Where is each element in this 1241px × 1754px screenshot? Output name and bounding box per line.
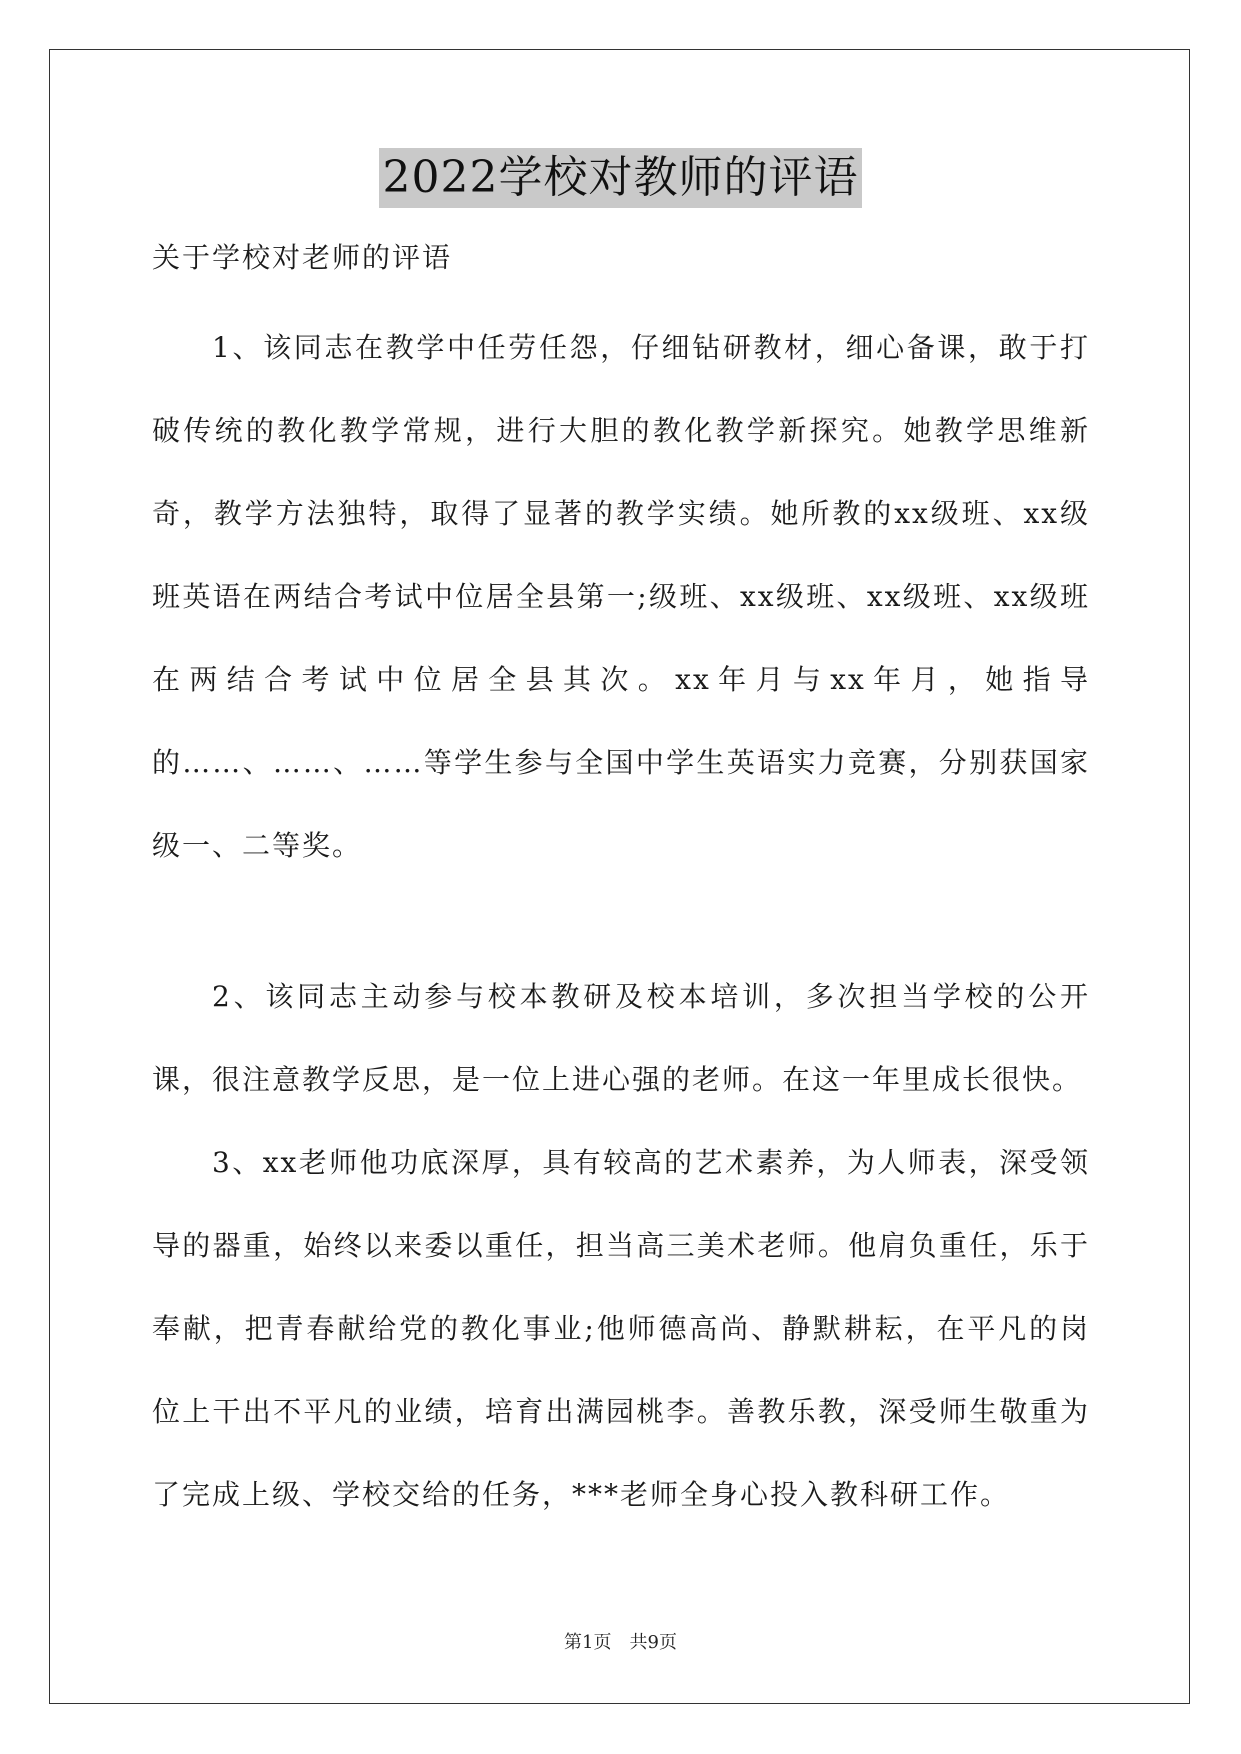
paragraph-2: 2、该同志主动参与校本教研及校本培训，多次担当学校的公开课，很注意教学反思，是一位上进心强的老师。在这一年里成长很快。 — [152, 980, 1090, 1096]
document-subtitle: 关于学校对老师的评语 — [152, 241, 453, 274]
paragraph-1: 1、该同志在教学中任劳任怨，仔细钻研教材，细心备课，敢于打破传统的教化教学常规，进行大胆的教化教学新探究。她教学思维新奇，教学方法独特，取得了显著的教学实绩。她所教的xx级班、xx级班英语在两结合考试中位居全县第一;级班、xx级班、xx级班、xx级班在两结合考试中位居全县其次。xx年月与xx年月，她指导的……、……、……等学生参与全国中学生英语实力竞赛，分别获国家级一、二等奖。 — [152, 331, 1090, 862]
paragraph-3: 3、xx老师他功底深厚，具有较高的艺术素养，为人师表，深受领导的器重，始终以来委以重任，担当高三美术老师。他肩负重任，乐于奉献，把青春献给党的教化事业;他师德高尚、静默耕耘，在平凡的岗位上干出不平凡的业绩，培育出满园桃李。善教乐教，深受师生敬重为了完成上级、学校交给的任务，***老师全身心投入教科研工作。 — [152, 1146, 1090, 1511]
document-title: 2022学校对教师的评语 — [379, 148, 863, 208]
title-container — [0, 148, 1241, 208]
document-body — [152, 238, 1090, 1536]
paragraph-spacer — [152, 887, 1090, 955]
page-number-footer: 第1页 共9页 — [564, 1632, 677, 1653]
